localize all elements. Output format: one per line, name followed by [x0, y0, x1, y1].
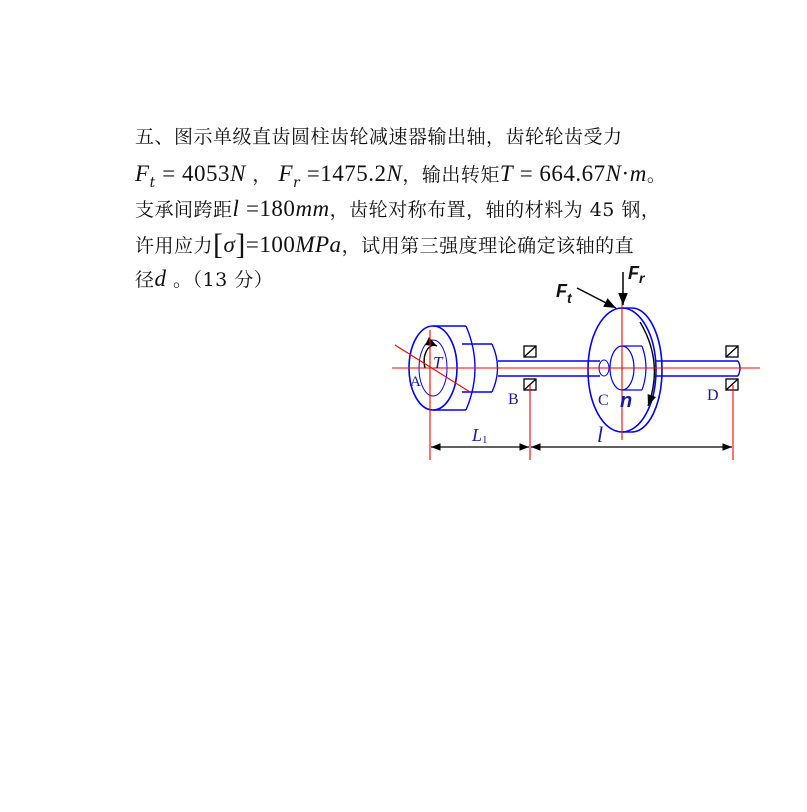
t-unit-n: N — [605, 161, 622, 186]
label-b: B — [508, 391, 519, 408]
problem-line-5 — [135, 264, 273, 295]
problem-line-1 — [135, 122, 623, 152]
diameter-label: 径 — [135, 269, 155, 291]
label-fr — [628, 263, 646, 286]
bracket-left: [ — [213, 228, 224, 261]
label-torque: T — [433, 353, 443, 372]
label-ft — [556, 281, 573, 306]
label-l1-sub: 1 — [482, 434, 488, 446]
ft-subscript: t — [149, 175, 156, 191]
problem-line-3 — [135, 194, 660, 225]
line2-end: 。 — [646, 164, 667, 186]
l-symbol: l — [232, 196, 240, 221]
sigma-symbol: σ — [223, 232, 236, 257]
label-speed: n — [620, 390, 633, 412]
force-arrows — [577, 272, 623, 308]
center-lines — [392, 300, 760, 460]
label-fr-sub: r — [639, 270, 645, 286]
problem-line-2 — [135, 159, 666, 192]
ft-value: = 4053 — [162, 161, 230, 186]
label-c: C — [598, 392, 609, 409]
t-symbol: T — [499, 161, 514, 186]
ft-unit: N — [229, 161, 246, 186]
label-l1 — [471, 425, 488, 446]
sigma-value: =100 — [245, 232, 296, 257]
stress-label: 许用应力 — [135, 235, 214, 257]
fr-value: =1475.2 — [306, 161, 387, 186]
t-value: = 664.67 — [519, 161, 606, 186]
fr-unit: N — [386, 161, 403, 186]
problem-text-1: 五、图示单级直齿圆柱齿轮减速器输出轴，齿轮轮齿受力 — [135, 126, 623, 148]
line3-end: ，齿轮对称布置，轴的材料为 45 钢， — [329, 199, 661, 221]
t-unit-m: m — [629, 161, 647, 186]
line5-end: 。（13 分） — [166, 269, 274, 291]
line4-end: ，试用第三强度理论确定该轴的直 — [341, 235, 635, 257]
label-span: l — [597, 422, 604, 447]
span-label: 支承间跨距 — [135, 199, 233, 221]
ft-symbol: F — [135, 161, 150, 186]
torque-label: ，输出转矩 — [402, 164, 500, 186]
gear-c — [588, 308, 662, 432]
fr-symbol: F — [278, 161, 293, 186]
bracket-right: ] — [235, 228, 246, 261]
l-value: =180 — [245, 196, 296, 221]
problem-line-4 — [135, 228, 634, 261]
label-ft-sub: t — [567, 290, 572, 306]
l-unit: mm — [295, 196, 330, 221]
sigma-unit: MPa — [295, 232, 342, 257]
label-d: D — [707, 387, 719, 404]
label-fr-main: F — [628, 263, 639, 283]
fr-subscript: r — [293, 175, 301, 191]
shaft-diagram — [385, 260, 765, 470]
label-l1-main: L — [472, 425, 483, 445]
label-a: A — [410, 374, 421, 390]
separator: ， — [252, 164, 272, 186]
label-ft-main: F — [556, 281, 567, 301]
d-symbol: d — [154, 266, 167, 291]
t-unit-dot: · — [621, 161, 630, 186]
